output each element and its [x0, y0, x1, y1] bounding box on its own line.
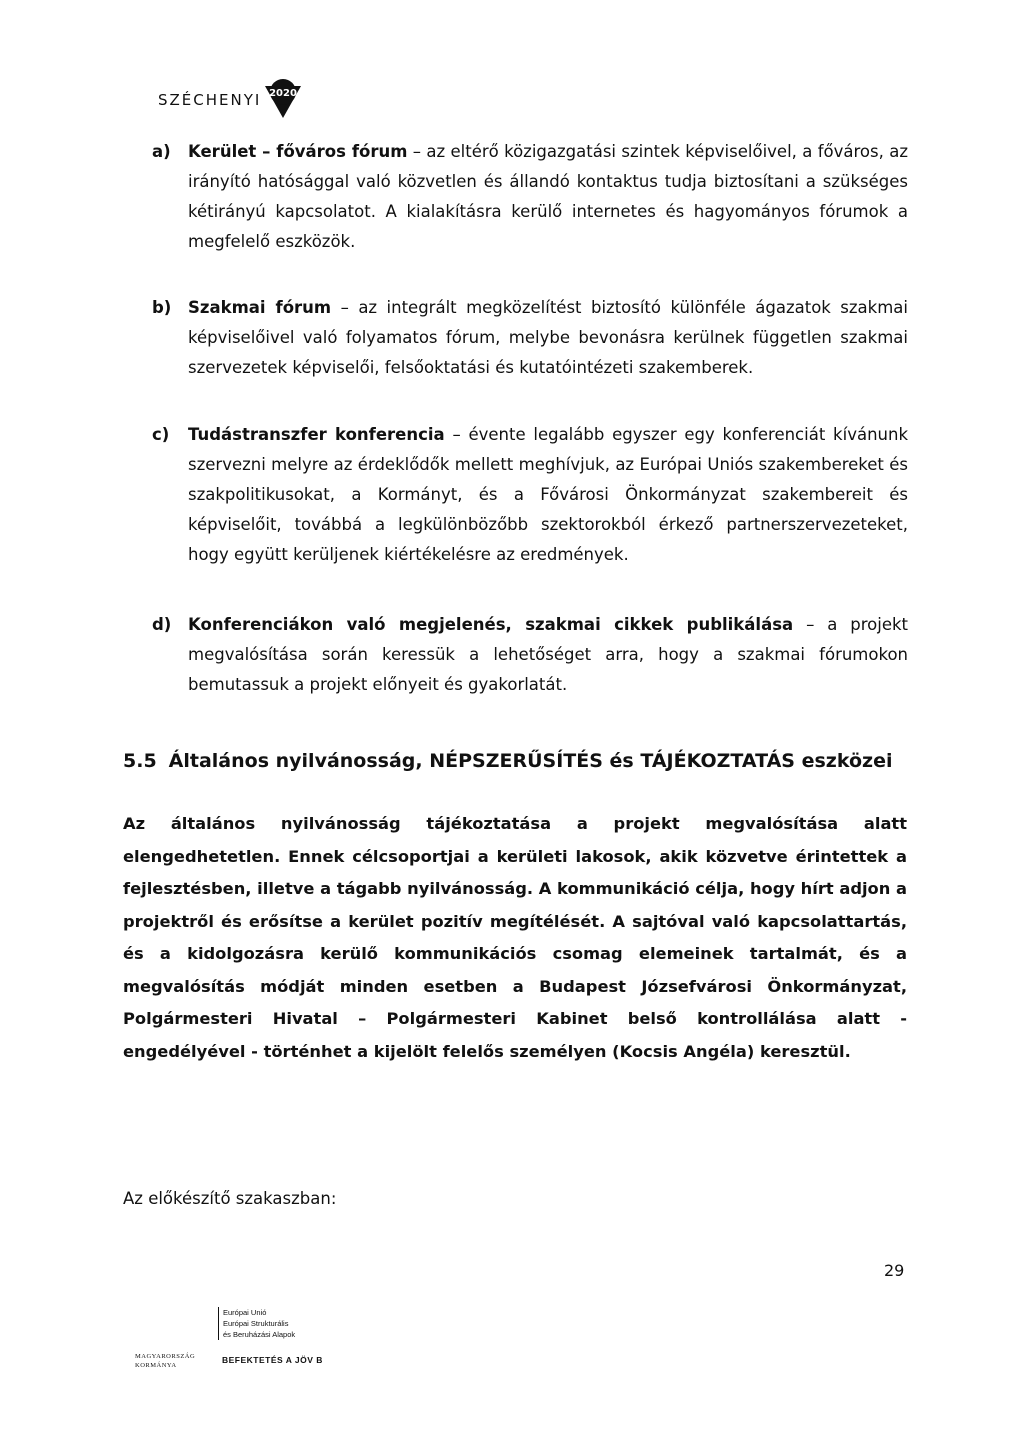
item-text: a projekt megvalósítása során keressük a lehetőséget arra, hogy a szakmai fórumokon bemutassuk a projekt előnyeit és gyakorlatát. — [188, 615, 908, 694]
gov-line: KORMÁNYA — [135, 1362, 177, 1369]
item-title: Konferenciákon való megjelenés, szakmai cikkek publikálása — [188, 615, 794, 634]
government-label — [135, 1352, 195, 1370]
footer-tagline: BEFEKTETÉS A JÖV B — [222, 1355, 323, 1365]
subheading: Az előkészítő szakaszban: — [123, 1189, 337, 1208]
eu-line: Európai Unió — [223, 1308, 267, 1317]
list-marker: d) — [152, 615, 172, 634]
list-item-a — [152, 137, 908, 257]
list-item-c — [152, 420, 908, 570]
eu-funds-label — [218, 1307, 295, 1340]
item-separator: – — [407, 142, 427, 161]
item-text: az integrált megközelítést biztosító különféle ágazatok szakmai képviselőivel való folyamatos fórum, melybe bevonásra kerülnek független szakmai szervezetek képviselői, felsőoktatási és kutatóintézeti szakemberek. — [188, 298, 908, 377]
item-title: Szakmai fórum — [188, 298, 332, 317]
list-marker: c) — [152, 425, 170, 444]
gov-line: MAGYARORSZÁG — [135, 1353, 196, 1360]
section-title: Általános nyilvánosság, NÉPSZERŰSÍTÉS és TÁJÉKOZTATÁS eszközei — [168, 750, 893, 772]
item-text: az eltérő közigazgatási szintek képviselőivel, a főváros, az irányító hatósággal való közvetlen és állandó kontaktus tudja biztosítani a szükséges kétirányú kapcsolatot. A kialakításra kerülő internetes és hagyományos fórumok a megfelelő eszközök. — [188, 142, 908, 251]
section-heading — [123, 746, 892, 776]
item-separator: – — [331, 298, 359, 317]
item-separator: – — [444, 425, 469, 444]
list-item-b — [152, 293, 908, 383]
item-title: Tudástranszfer konferencia — [188, 425, 445, 444]
list-marker: b) — [152, 298, 172, 317]
list-item-d — [152, 610, 908, 700]
section-body: Az általános nyilvánosság tájékoztatása a projekt megvalósítása alatt elengedhetetlen. Ennek célcsoportjai a kerületi lakosok, akik közvetve érintettek a fejlesztésben, illetve a tágabb nyilvánosság. A kommunikáció célja, hogy hírt adjon a projektről és erősítse a kerület pozitív megítélését. A sajtóval való kapcsolattartás, és a kidolgozásra kerülő kommunikációs csomag elemeinek tartalmát, és a megvalósítás módját minden esetben a Budapest Józsefvárosi Önkormányzat, Polgármesteri Hivatal – Polgármesteri Kabinet belső kontrollálása alatt - engedélyével - történhet a kijelölt felelős személyen (Kocsis Angéla) keresztül. — [123, 814, 907, 1061]
item-title: Kerület – főváros fórum — [188, 142, 408, 161]
logo-text: SZÉCHENYI — [158, 91, 262, 109]
szechenyi-2020-logo — [158, 78, 303, 122]
item-text: évente legalább egyszer egy konferenciát kívánunk szervezni melyre az érdeklődők mellett meghívjuk, az Európai Uniós szakembereket és szakpolitikusokat, a Kormányt, és a Fővárosi Önkormányzat szakembereit és képviselőit, továbbá a legkülönbözőbb szektorokból érkező partnerszervezeteket, hogy együtt kerüljenek kiértékelésre az eredmények. — [188, 425, 908, 564]
eu-line: Európai Strukturális — [223, 1319, 289, 1328]
list-marker: a) — [152, 142, 171, 161]
logo-badge-icon — [263, 78, 303, 122]
page-number: 29 — [884, 1261, 905, 1280]
section-number: 5.5 — [123, 750, 157, 772]
logo-badge-text: 2020 — [269, 88, 298, 99]
eu-line: és Beruházási Alapok — [223, 1330, 296, 1339]
item-separator: – — [793, 615, 828, 634]
